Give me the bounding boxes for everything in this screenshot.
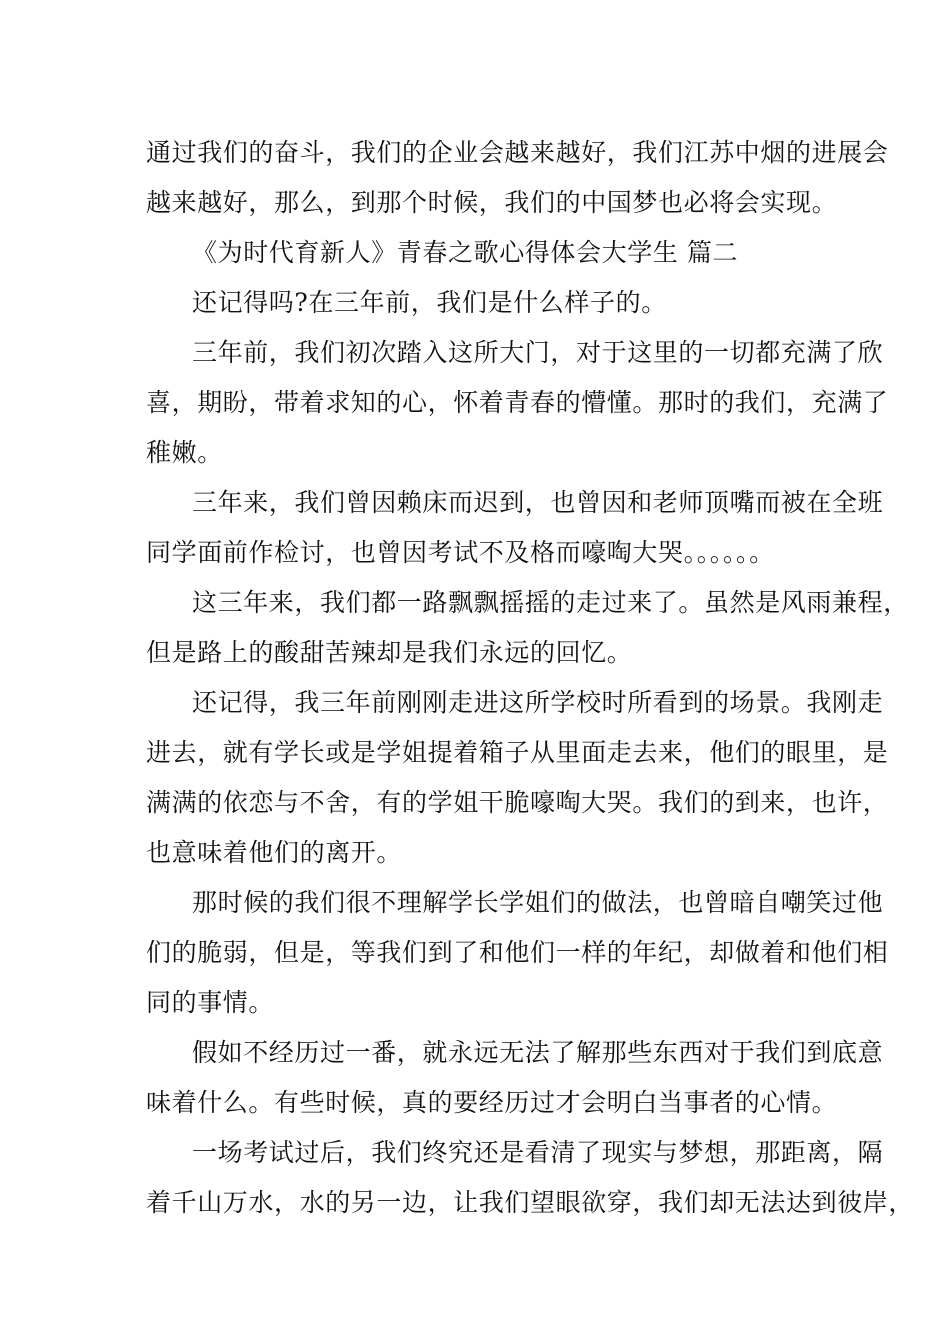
text-line: 们的脆弱，但是，等我们到了和他们一样的年纪，却做着和他们相 bbox=[146, 938, 889, 967]
text-line: 一场考试过后，我们终究还是看清了现实与梦想，那距离，隔 bbox=[192, 1138, 884, 1167]
text-line: 同学面前作检讨，也曾因考试不及格而嚎啕大哭。。。。。。 bbox=[146, 538, 775, 567]
section-heading: 《为时代育新人》青春之歌心得体会大学生 篇二 bbox=[192, 238, 739, 267]
text-line: 那时候的我们很不理解学长学姐们的做法，也曾暗自嘲笑过他 bbox=[192, 888, 884, 917]
document-body bbox=[146, 128, 915, 1228]
text-line: 这三年来，我们都一路飘飘摇摇的走过来了。虽然是风雨兼程， bbox=[192, 588, 909, 617]
text-line: 稚嫩。 bbox=[146, 438, 223, 467]
text-line: 着千山万水，水的另一边，让我们望眼欲穿，我们却无法达到彼岸， bbox=[146, 1188, 915, 1217]
text-line: 喜，期盼，带着求知的心，怀着青春的懵懂。那时的我们，充满了 bbox=[146, 388, 889, 417]
text-line: 还记得，我三年前刚刚走进这所学校时所看到的场景。我刚走 bbox=[192, 688, 884, 717]
text-line: 同的事情。 bbox=[146, 988, 275, 1017]
text-line: 越来越好，那么，到那个时候，我们的中国梦也必将会实现。 bbox=[146, 188, 838, 217]
text-line: 三年来，我们曾因赖床而迟到，也曾因和老师顶嘴而被在全班 bbox=[192, 488, 884, 517]
text-line: 三年前，我们初次踏入这所大门，对于这里的一切都充满了欣 bbox=[192, 338, 884, 367]
text-line: 但是路上的酸甜苦辣却是我们永远的回忆。 bbox=[146, 638, 633, 667]
text-line: 进去，就有学长或是学姐提着箱子从里面走去来，他们的眼里，是 bbox=[146, 738, 889, 767]
text-line: 也意味着他们的离开。 bbox=[146, 838, 403, 867]
text-line: 满满的依恋与不舍，有的学姐干脆嚎啕大哭。我们的到来，也许， bbox=[146, 788, 889, 817]
text-line: 还记得吗?在三年前，我们是什么样子的。 bbox=[192, 288, 667, 317]
text-line: 味着什么。有些时候，真的要经历过才会明白当事者的心情。 bbox=[146, 1088, 838, 1117]
text-line: 通过我们的奋斗，我们的企业会越来越好，我们江苏中烟的进展会 bbox=[146, 138, 889, 167]
text-line: 假如不经历过一番，就永远无法了解那些东西对于我们到底意 bbox=[192, 1038, 884, 1067]
